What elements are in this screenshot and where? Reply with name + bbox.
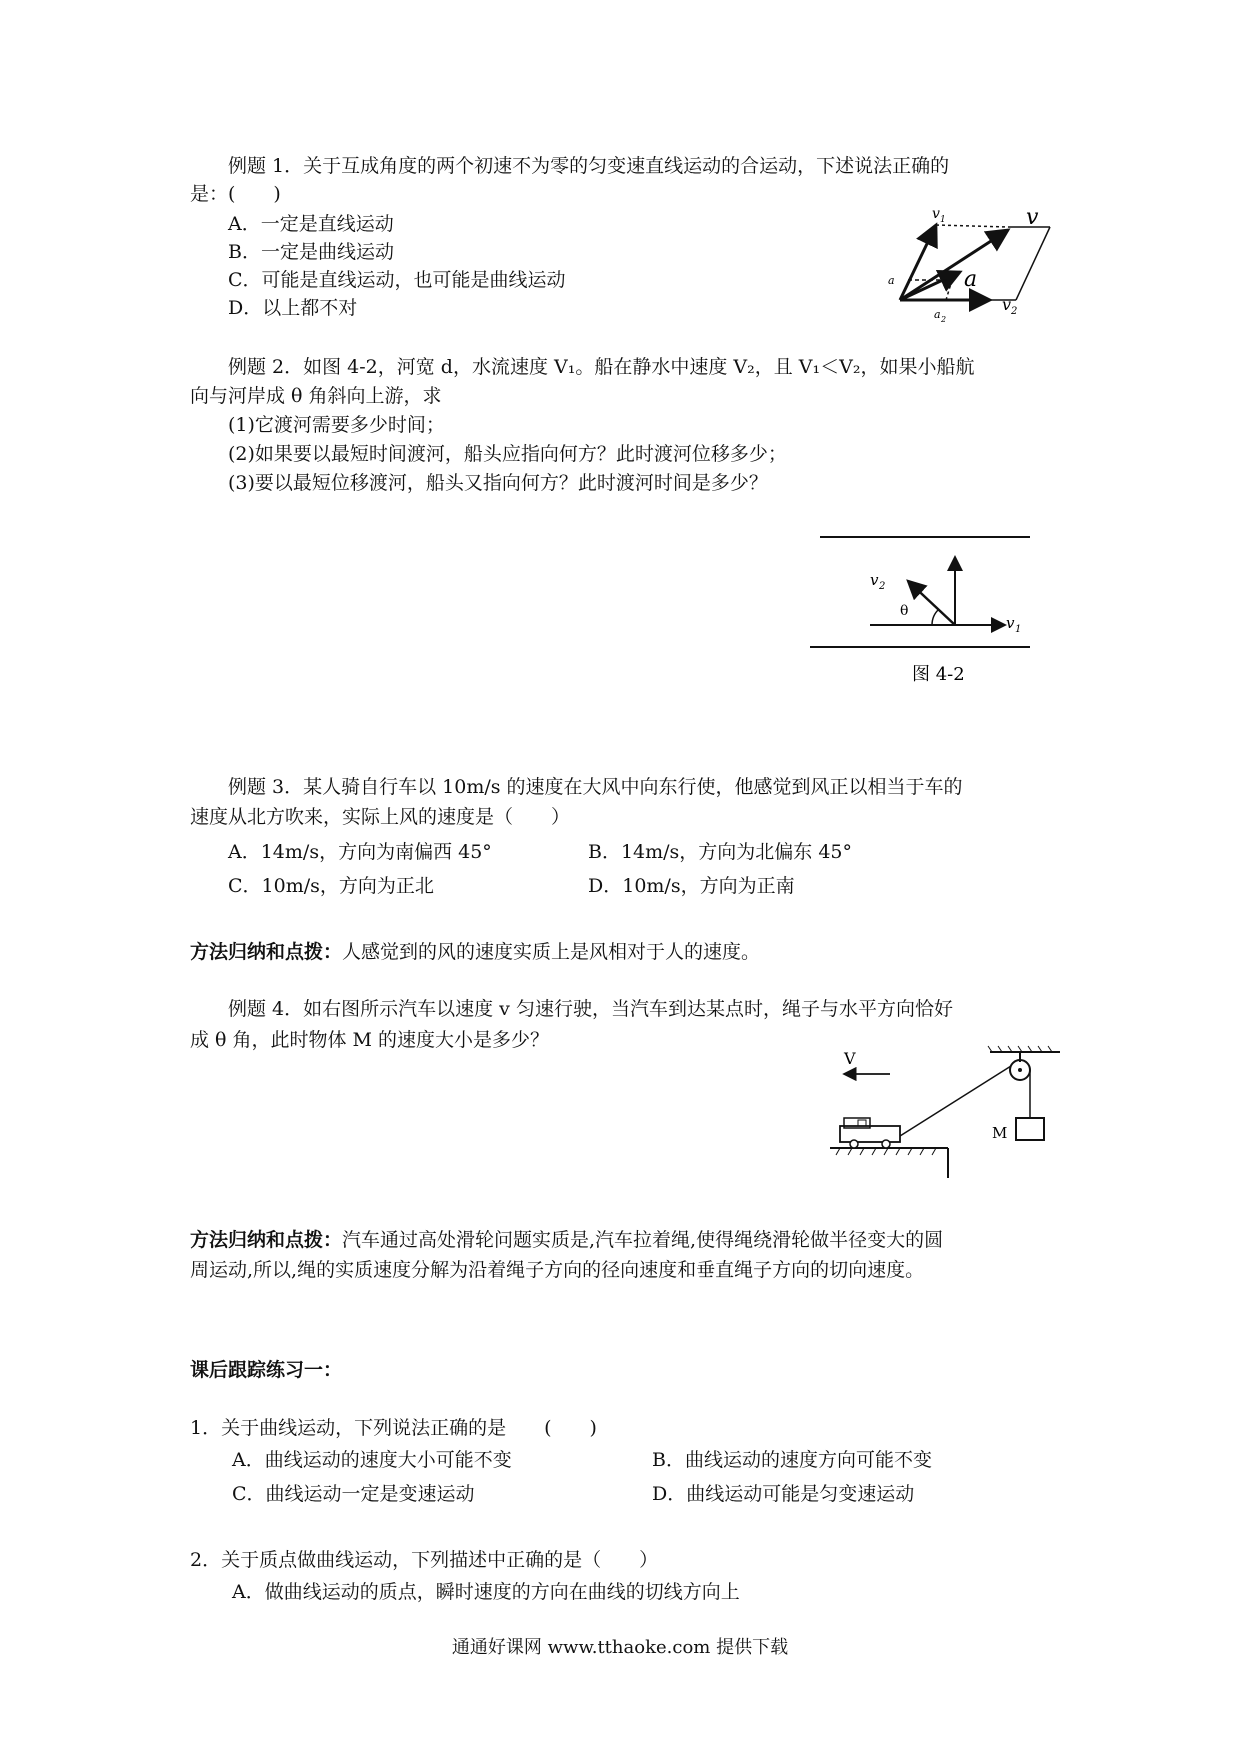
method-tip-1 <box>190 940 760 964</box>
example-1-stem-line-2: 是：( ) <box>190 183 281 205</box>
method-tip-2-text-1: 汽车通过高处滑轮问题实质是,汽车拉着绳,使得绳绕滑轮做半径变大的圆 <box>342 1229 944 1251</box>
example-3-option-d: D．10m/s，方向为正南 <box>588 875 795 897</box>
practice-q1-option-d: D．曲线运动可能是匀变速运动 <box>652 1483 915 1505</box>
method-tip-2-label: 方法归纳和点拨： <box>190 1229 343 1251</box>
example-3-option-c: C．10m/s，方向为正北 <box>228 875 434 897</box>
practice-q1-stem: 1．关于曲线运动，下列说法正确的是 ( ) <box>190 1417 597 1439</box>
label-v1: v <box>932 206 940 222</box>
label-a2: a <box>934 308 941 321</box>
example-2-question-1: (1)它渡河需要多少时间； <box>228 414 445 436</box>
label-v1-sub: 1 <box>940 215 946 225</box>
method-tip-2-line-1 <box>190 1228 943 1252</box>
example-2-question-3: (3)要以最短位移渡河，船头又指向何方？此时渡河时间是多少？ <box>228 472 768 494</box>
figure-caption: 图 4-2 <box>912 664 965 685</box>
example-4-stem-line-2: 成 θ 角，此时物体 M 的速度大小是多少？ <box>190 1029 550 1051</box>
car <box>840 1118 900 1148</box>
practice-q1-option-b: B．曲线运动的速度方向可能不变 <box>652 1449 932 1471</box>
example-1-option-a: A．一定是直线运动 <box>228 213 394 235</box>
example-2-figure <box>800 525 1040 685</box>
theta-arc <box>932 609 939 625</box>
block-m <box>1016 1118 1044 1140</box>
example-1-option-d: D．以上都不对 <box>228 297 358 319</box>
example-3-option-b: B．14m/s，方向为北偏东 45° <box>588 841 853 863</box>
label-v2-sub: 2 <box>879 581 886 592</box>
example-3-option-a: A．14m/s，方向为南偏西 45° <box>228 841 492 863</box>
example-2-stem-line-2: 向与河岸成 θ 角斜向上游，求 <box>190 385 442 407</box>
right-edge <box>1016 227 1050 300</box>
method-tip-1-label: 方法归纳和点拨： <box>190 941 343 963</box>
practice-q1-option-a: A．曲线运动的速度大小可能不变 <box>232 1449 512 1471</box>
label-v2: v <box>1002 295 1012 314</box>
example-1-stem-line-1: 例题 1．关于互成角度的两个初速不为零的匀变速直线运动的合运动，下述说法正确的 <box>228 155 950 177</box>
label-theta: θ <box>900 603 909 619</box>
label-v1-sub: 1 <box>1015 624 1022 635</box>
practice-q2-option-a: A．做曲线运动的质点，瞬时速度的方向在曲线的切线方向上 <box>232 1581 740 1603</box>
practice-q1-option-c: C．曲线运动一定是变速运动 <box>232 1483 475 1505</box>
example-4-stem-line-1: 例题 4．如右图所示汽车以速度 v 匀速行驶，当汽车到达某点时，绳子与水平方向恰好 <box>228 998 953 1020</box>
example-2-stem-line-1: 例题 2．如图 4-2，河宽 d，水流速度 V₁。船在静水中速度 V₂，且 V₁＜V₂，如果小船航 <box>228 356 975 378</box>
label-v2-sub: 2 <box>1011 306 1018 317</box>
example-3-stem-line-2: 速度从北方吹来，实际上风的速度是（ ） <box>190 806 571 828</box>
method-tip-1-text: 人感觉到的风的速度实质上是风相对于人的速度。 <box>342 941 761 963</box>
practice-q2-stem: 2．关于质点做曲线运动，下列描述中正确的是（ ） <box>190 1549 659 1571</box>
dashed-a2 <box>946 280 952 300</box>
dotted-top-edge <box>936 225 1008 227</box>
example-3-stem-line-1: 例题 3．某人骑自行车以 10m/s 的速度在大风中向东行使，他感觉到风正以相当于车的 <box>228 776 963 798</box>
label-v2: v <box>870 571 879 589</box>
label-a2-sub: 2 <box>941 315 947 324</box>
example-1-figure <box>880 200 1060 330</box>
label-v1: v <box>1006 614 1015 632</box>
label-a1: a <box>888 274 895 287</box>
practice-heading: 课后跟踪练习一： <box>190 1359 343 1381</box>
example-4-figure <box>830 1040 1070 1180</box>
v2-arrow <box>908 581 955 625</box>
a-arrow <box>900 272 960 300</box>
example-1-option-c: C．可能是直线运动，也可能是曲线运动 <box>228 269 566 291</box>
label-a: a <box>964 267 978 292</box>
label-v: v <box>1026 205 1039 230</box>
label-v: V <box>844 1049 856 1068</box>
example-2-question-2: (2)如果要以最短时间渡河，船头应指向何方？此时渡河位移多少； <box>228 443 787 465</box>
label-m: M <box>992 1124 1008 1142</box>
method-tip-2-line-2: 周运动,所以,绳的实质速度分解为沿着绳子方向的径向速度和垂直绳子方向的切向速度。 <box>190 1259 925 1281</box>
example-1-option-b: B．一定是曲线运动 <box>228 241 394 263</box>
page-footer: 通通好课网 www.tthaoke.com 提供下载 <box>451 1637 789 1658</box>
